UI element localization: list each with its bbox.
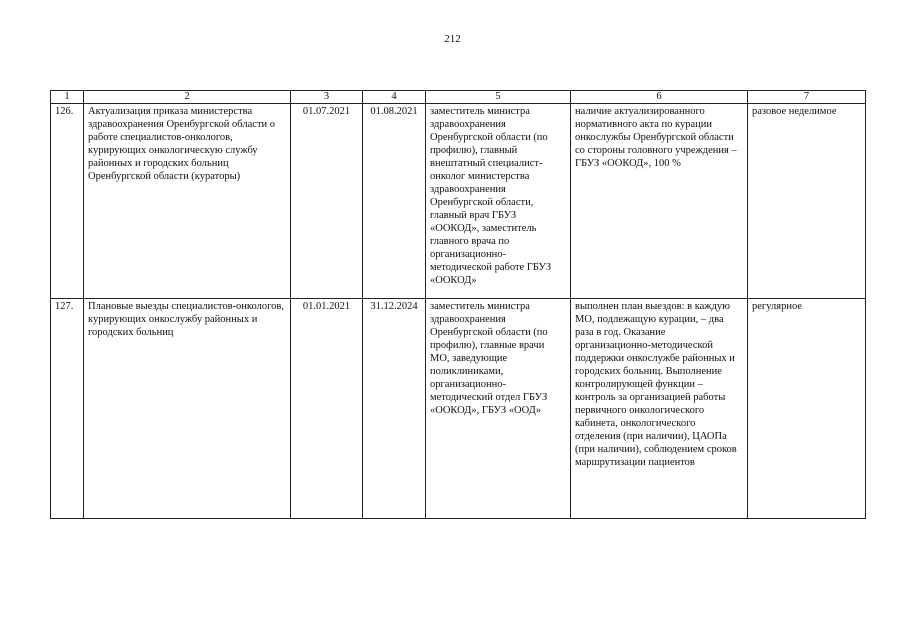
table-row: [51, 299, 866, 519]
column-header: 7: [748, 91, 866, 104]
column-header: 3: [291, 91, 363, 104]
column-number-row: [51, 91, 866, 104]
activities-table: [50, 90, 866, 519]
page-number: 212: [444, 33, 461, 45]
start-date: 01.07.2021: [291, 104, 363, 299]
event-name: Актуализация приказа министерства здравоохранения Оренбургской области о работе специалистов-онкологов, курирующих онкологическую службу районных и городских больниц Оренбургской области (кураторы): [84, 104, 291, 299]
table-row: [51, 104, 866, 299]
column-header: 5: [426, 91, 571, 104]
row-number: 127.: [51, 299, 84, 519]
column-header: 6: [571, 91, 748, 104]
responsible: заместитель министра здравоохранения Оренбургской области (по профилю), главный внештатный специалист-онколог министерства здравоохранения Оренбургской области, главный врач ГБУЗ «ООКОД», заместитель главного врача по организационно-методической работе ГБУЗ «ООКОД»: [426, 104, 571, 299]
event-type: разовое неделимое: [748, 104, 866, 299]
event-name: Плановые выезды специалистов-онкологов, курирующих онкослужбу районных и городских больниц: [84, 299, 291, 519]
column-header: 4: [363, 91, 426, 104]
responsible: заместитель министра здравоохранения Оренбургской области (по профилю), главные врачи МО, заведующие поликлиниками, организационно-методический отдел ГБУЗ «ООКОД», ГБУЗ «ООД»: [426, 299, 571, 519]
event-type: регулярное: [748, 299, 866, 519]
column-header: 2: [84, 91, 291, 104]
row-number: 126.: [51, 104, 84, 299]
expected-result: выполнен план выездов: в каждую МО, подлежащую курации, – два раза в год. Оказание организационно-методической поддержки онкослужбе районных и городских больниц. Выполнение контролирующей функции – контроль за организацией работы первичного онкологического кабинета, онкологического отделения (при наличии), ЦАОПа (при наличии), соблюдением сроков маршрутизации пациентов: [571, 299, 748, 519]
end-date: 31.12.2024: [363, 299, 426, 519]
end-date: 01.08.2021: [363, 104, 426, 299]
column-header: 1: [51, 91, 84, 104]
start-date: 01.01.2021: [291, 299, 363, 519]
expected-result: наличие актуализированного нормативного акта по курации онкослужбы Оренбургской области со стороны головного учреждения – ГБУЗ «ООКОД», 100 %: [571, 104, 748, 299]
